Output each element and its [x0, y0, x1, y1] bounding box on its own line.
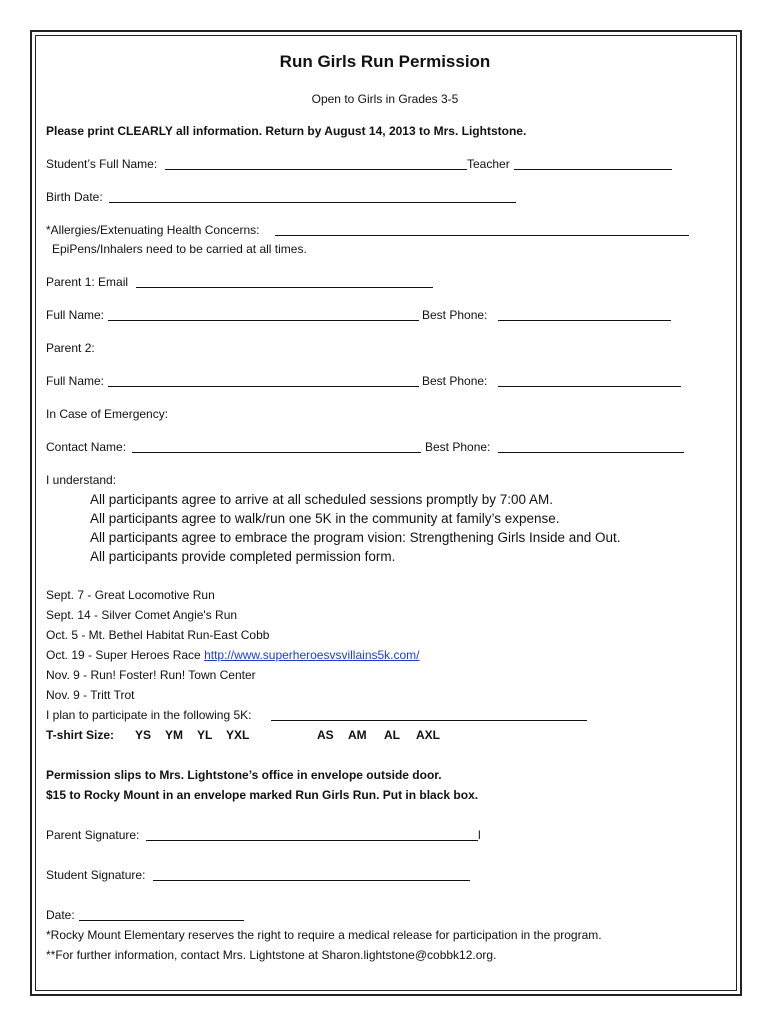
form-title: Run Girls Run Permission [279, 52, 491, 71]
parent1-email-field[interactable] [136, 287, 433, 288]
size-option[interactable]: AM [348, 728, 367, 742]
fee-note: $15 to Rocky Mount in an envelope marked Run Girls Run. Put in black box. [46, 788, 479, 802]
race-item [46, 648, 420, 662]
race-link[interactable]: http://www.superheroesvsvillains5k.com/ [204, 648, 420, 662]
date-field[interactable] [79, 920, 244, 921]
race-item: Oct. 5 - Mt. Bethel Habitat Run-East Cobb [46, 628, 270, 642]
plan-field[interactable] [271, 720, 587, 721]
birth-date-label: Birth Date: [46, 190, 103, 204]
student-name-field[interactable] [165, 169, 467, 170]
parent2-phone-field[interactable] [498, 386, 681, 387]
form-subtitle: Open to Girls in Grades 3-5 [311, 92, 459, 106]
parent2-phone-label: Best Phone: [422, 374, 488, 388]
size-option[interactable]: YXL [226, 728, 250, 742]
slips-note: Permission slips to Mrs. Lightstone’s office in envelope outside door. [46, 768, 442, 782]
agreement-item: All participants agree to arrive at all scheduled sessions promptly by 7:00 AM. [90, 492, 553, 507]
contact-phone-field[interactable] [498, 452, 684, 453]
agreement-item: All participants agree to walk/run one 5K in the community at family’s expense. [90, 511, 560, 526]
epipens-note: EpiPens/Inhalers need to be carried at all times. [52, 242, 307, 256]
parent1-phone-field[interactable] [498, 320, 671, 321]
parent1-full-name-label: Full Name: [46, 308, 105, 322]
teacher-label: Teacher [467, 157, 510, 171]
size-option[interactable]: AL [384, 728, 400, 742]
allergies-field[interactable] [275, 235, 689, 236]
size-option[interactable]: AXL [416, 728, 440, 742]
medical-note: *Rocky Mount Elementary reserves the right to require a medical release for participation in the program. [46, 928, 602, 942]
contact-name-field[interactable] [132, 452, 421, 453]
tshirt-label: T-shirt Size: [46, 728, 115, 742]
contact-note: **For further information, contact Mrs. Lightstone at Sharon.lightstone@cobbk12.org. [46, 948, 497, 962]
birth-date-field[interactable] [109, 202, 516, 203]
size-option[interactable]: YL [197, 728, 213, 742]
date-label: Date: [46, 908, 75, 922]
size-option[interactable]: AS [317, 728, 334, 742]
student-name-label: Student’s Full Name: [46, 157, 158, 171]
parent2-label: Parent 2: [46, 341, 95, 355]
student-signature-field[interactable] [153, 880, 470, 881]
race-item-text: Oct. 19 - Super Heroes Race [46, 648, 205, 662]
contact-name-label: Contact Name: [46, 440, 127, 454]
parent1-full-name-field[interactable] [108, 320, 419, 321]
size-option[interactable]: YM [165, 728, 183, 742]
parent-signature-end: l [478, 828, 481, 842]
student-signature-label: Student Signature: [46, 868, 146, 882]
parent-signature-label: Parent Signature: [46, 828, 140, 842]
plan-label: I plan to participate in the following 5K: [46, 708, 252, 722]
instructions: Please print CLEARLY all information. Return by August 14, 2013 to Mrs. Lightstone. [46, 124, 527, 138]
agreement-item: All participants agree to embrace the program vision: Strengthening Girls Inside and Out. [90, 530, 621, 545]
emergency-label: In Case of Emergency: [46, 407, 169, 421]
understand-label: I understand: [46, 473, 117, 487]
parent1-email-label: Parent 1: Email [46, 275, 129, 289]
contact-phone-label: Best Phone: [425, 440, 491, 454]
parent2-full-name-label: Full Name: [46, 374, 105, 388]
parent2-full-name-field[interactable] [108, 386, 419, 387]
race-item: Nov. 9 - Run! Foster! Run! Town Center [46, 668, 256, 682]
teacher-field[interactable] [514, 169, 672, 170]
race-item: Sept. 14 - Silver Comet Angie's Run [46, 608, 238, 622]
size-option[interactable]: YS [135, 728, 152, 742]
allergies-label: *Allergies/Extenuating Health Concerns: [46, 223, 260, 237]
parent-signature-field[interactable] [146, 840, 478, 841]
parent1-phone-label: Best Phone: [422, 308, 488, 322]
race-item: Nov. 9 - Tritt Trot [46, 688, 135, 702]
agreement-item: All participants provide completed permission form. [90, 549, 396, 564]
race-item: Sept. 7 - Great Locomotive Run [46, 588, 215, 602]
